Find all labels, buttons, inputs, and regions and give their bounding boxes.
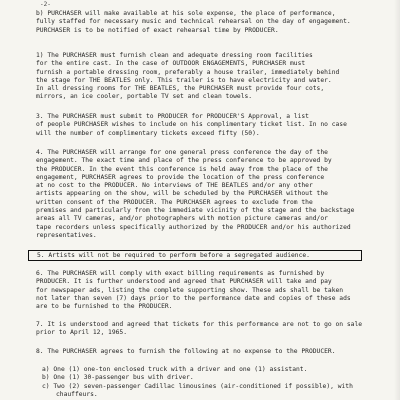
text-line: prior to April 12, 1965.: [36, 329, 127, 337]
clause-ticket-sales: [36, 321, 380, 338]
text-line: 4. The PURCHASER will arrange for one general press conference the day of the: [36, 149, 328, 156]
clause-transportation: [36, 348, 380, 356]
text-line: written consent of the PRODUCER. The PURCHASER agrees to exclude from the: [36, 198, 313, 206]
text-line: PURCHASER is to be notified of exact rehearsal time by PRODUCER.: [36, 26, 279, 34]
text-line: artists appearing on the show, will be scheduled by the PURCHASER without the: [36, 190, 328, 198]
page-number: -2-: [40, 1, 51, 8]
clause-rehearsal: [36, 10, 380, 35]
text-line: 7. It is understood and agreed that tickets for this performance are not to go on sale: [36, 321, 363, 328]
transportation-list: [42, 366, 380, 399]
text-line: engagement, PURCHASER agrees to provide the location of the press conference: [36, 173, 325, 181]
text-line: representatives.: [36, 231, 97, 239]
text-line: the PRODUCER. In the event this conference is held away from the place of the: [36, 165, 328, 173]
text-line: not later than seven (7) days prior to the performance date and copies of these ads: [36, 294, 351, 302]
text-line: 3. The PURCHASER must submit to PRODUCER for PRODUCER'S Approval, a list: [36, 113, 309, 120]
text-line: 8. The PURCHASER agrees to furnish the following at no expense to the PRODUCER.: [36, 348, 336, 355]
text-line: PRODUCER. It is further understood and agreed that PURCHASER will take and pay: [36, 278, 332, 286]
list-item: a) One (1) one-ton enclosed truck with a driver and one (1) assistant.: [42, 366, 308, 373]
list-item: b) One (1) 30-passenger bus with driver.: [42, 374, 194, 382]
text-line: at no cost to the PRODUCER. No interviews of THE BEATLES and/or any other: [36, 182, 313, 190]
text-line: premises and particularly from the immediate vicinity of the stage and the backstage: [36, 207, 355, 215]
highlight-box-segregation-clause: [28, 250, 362, 261]
text-line: furnish a portable dressing room, preferably a house trailer, immediately behind: [36, 68, 340, 76]
text-line: b) PURCHASER will make available at his sole expense, the place of performance,: [36, 10, 336, 17]
text-line: fully staffed for necessary music and technical rehearsal on the day of engagement.: [36, 18, 351, 26]
clause-dressing-rooms: [36, 52, 380, 102]
clause-press-conference: [36, 149, 380, 240]
text-line: 6. The PURCHASER will comply with exact billing requirements as furnished by: [36, 270, 325, 277]
text-line: for the entire cast. In the case of OUTDOOR ENGAGEMENTS, PURCHASER must: [36, 60, 306, 68]
clause-billing: [36, 270, 380, 311]
text-line: the stage for THE BEATLES only. This trailer is to have electricity and water.: [36, 76, 332, 84]
text-line: 1) The PURCHASER must furnish clean and adequate dressing room facilities: [36, 52, 313, 59]
list-item: chauffeurs.: [56, 390, 98, 398]
list-item: c) Two (2) seven-passenger Cadillac limousines (air-conditioned if possible), with: [42, 382, 353, 390]
text-line: of people PURCHASER wishes to include on his complimentary ticket list. In no case: [36, 121, 347, 129]
text-line: In all dressing rooms for THE BEATLES, the PURCHASER must provide four cots,: [36, 85, 325, 93]
clause-complimentary-tickets: [36, 113, 380, 138]
text-line: are to be furnished to the PRODUCER.: [36, 303, 173, 311]
page-edge-shadow: [394, 0, 400, 400]
text-line: will the number of complimentary tickets exceed fifty (50).: [36, 129, 260, 137]
text-line: mirrors, an ice cooler, portable TV set and clean towels.: [36, 93, 253, 101]
text-line: engagement. The exact time and place of the press conference to be approved by: [36, 157, 332, 165]
clause-segregated-audience: 5. Artists will not be required to perform before a segregated audience.: [37, 252, 310, 259]
text-line: for newspaper ads, listing the complete supporting show. These ads shall be taken: [36, 286, 344, 294]
text-line: tape recorders unless specifically authorized by the PRODUCER and/or his authorized: [36, 223, 351, 231]
text-line: areas all TV cameras, and/or photographers with motion picture cameras and/or: [36, 215, 328, 223]
